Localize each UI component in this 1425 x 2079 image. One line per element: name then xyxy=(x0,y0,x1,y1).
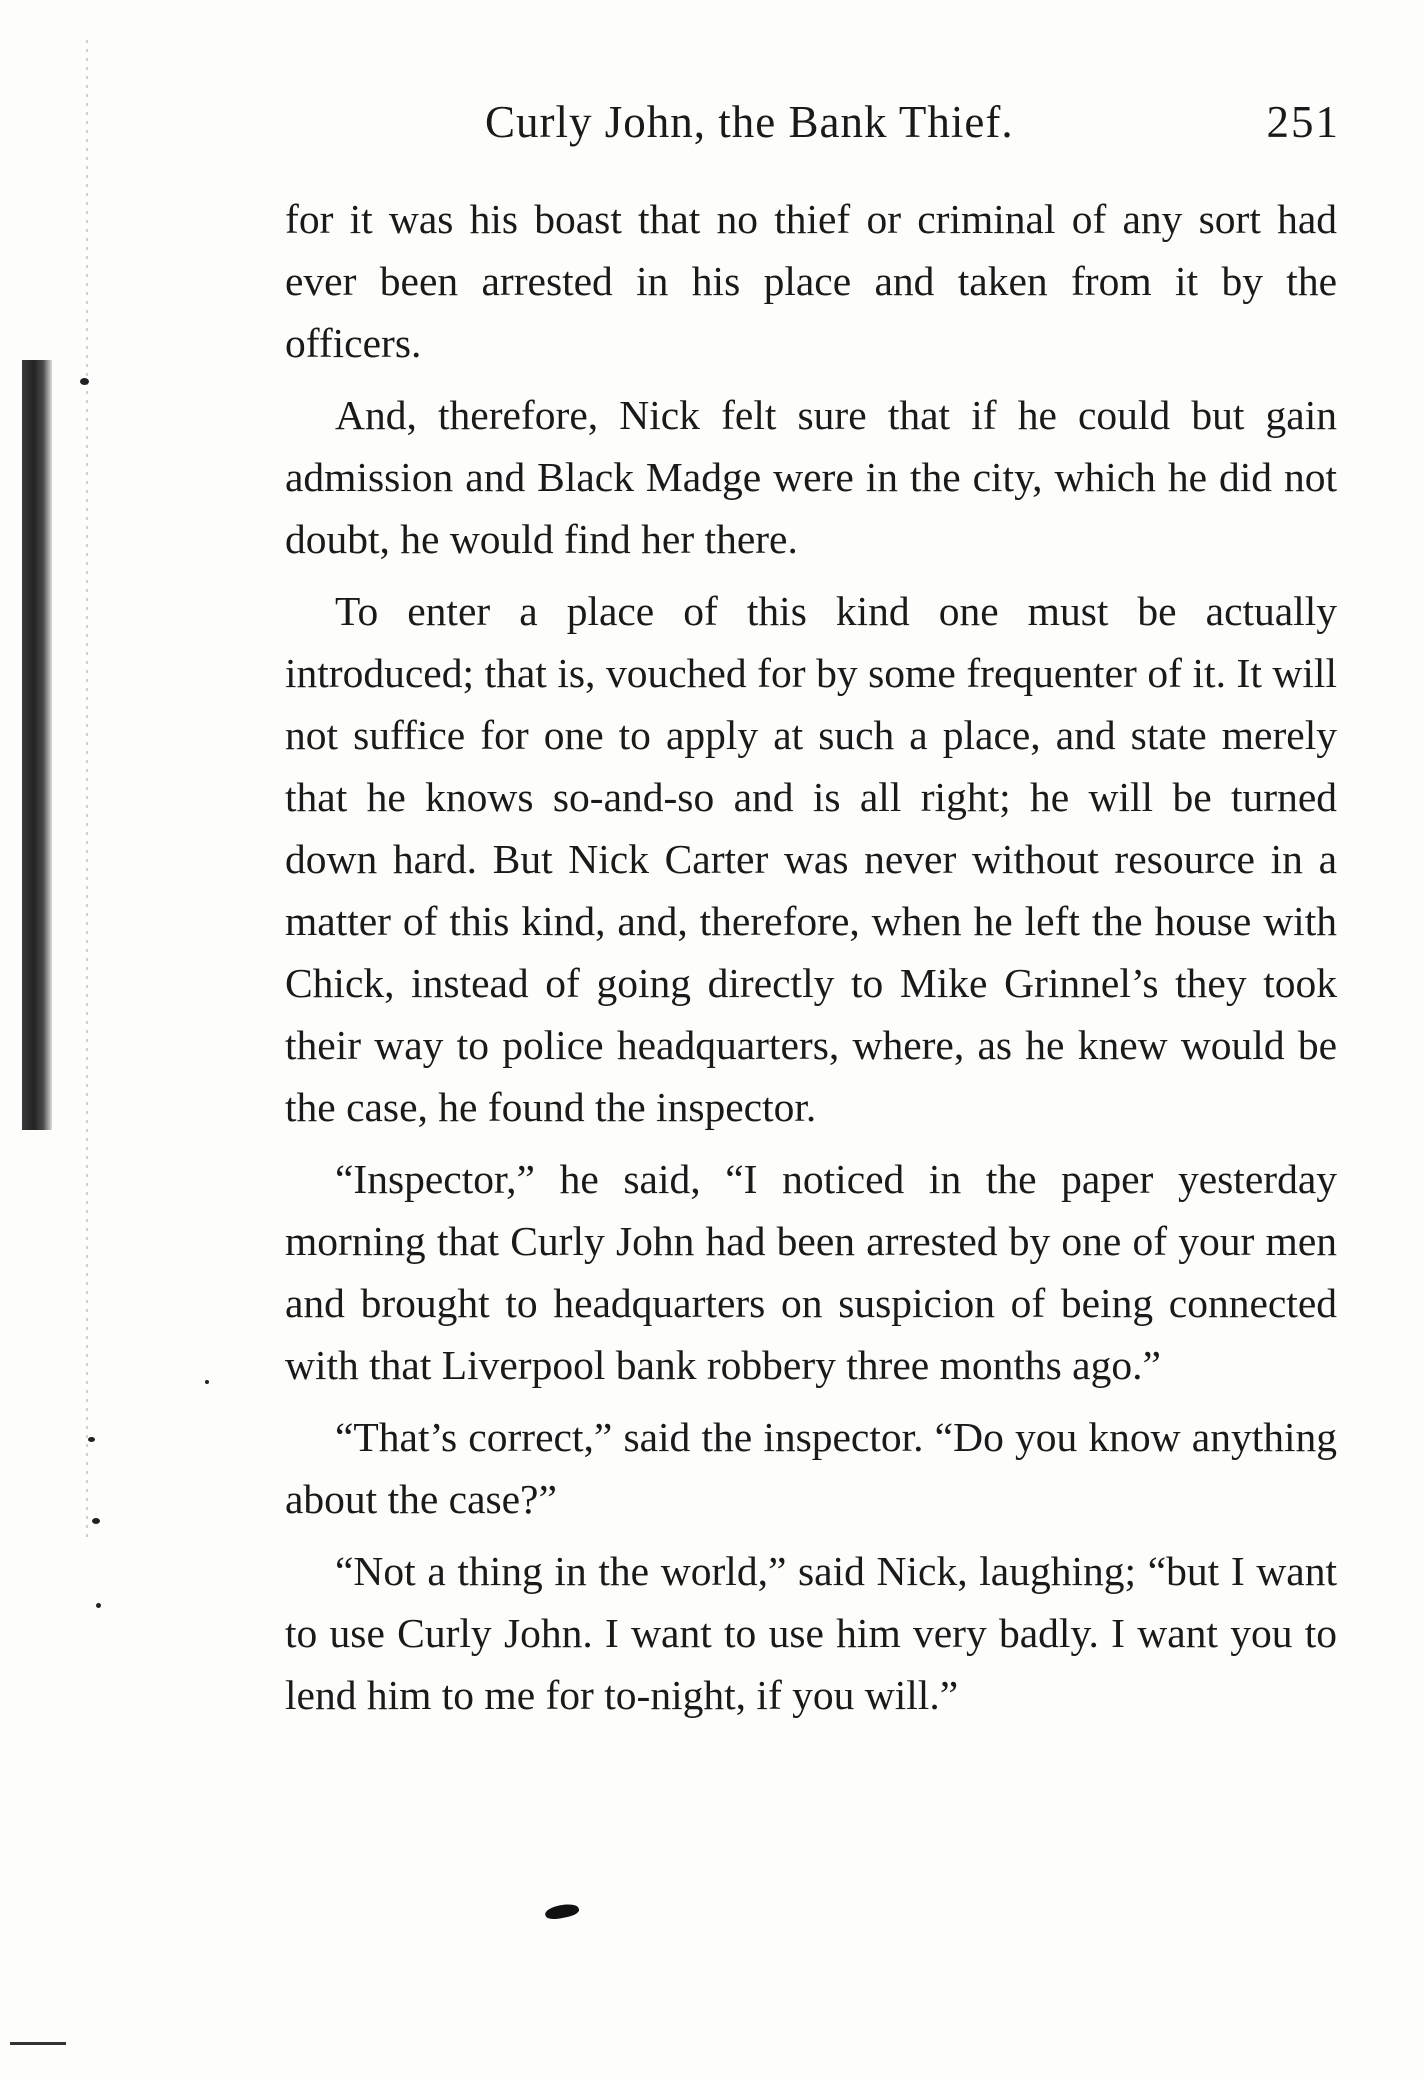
paragraph: To enter a place of this kind one must be actually introduced; that is, vouched for by some frequenter of it. It will not suffice for one to apply at such a place, and state merely that he knows so-and-so and is all right; he will be turned down hard. But Nick Carter was never without resource in a matter of this kind, and, therefore, when he left the house with Chick, instead of going directly to Mike Grinnel’s they took their way to police headquarters, where, as he knew would be the case, he found the inspector. xyxy=(285,588,1337,1130)
paragraph: “Not a thing in the world,” said Nick, laughing; “but I want to use Curly John. I want to use him very badly. I want you to lend him to me for to-night, if you will.” xyxy=(285,1548,1337,1718)
page-header xyxy=(285,96,1340,156)
paragraph: “Inspector,” he said, “I noticed in the paper yesterday morning that Curly John had been arrested by one of your men and brought to headquarters on suspicion of being connected with that Liverpool bank robbery three months ago.” xyxy=(285,1156,1337,1388)
body-text xyxy=(285,188,1337,1736)
binding-edge-shadow xyxy=(22,360,52,1130)
running-title: Curly John, the Bank Thief. xyxy=(485,97,1014,147)
paragraph: “That’s correct,” said the inspector. “Do you know anything about the case?” xyxy=(285,1414,1337,1522)
page-number: 251 xyxy=(1266,97,1340,147)
scan-speck xyxy=(96,1603,101,1608)
scan-speck xyxy=(80,378,89,385)
margin-mark xyxy=(10,2042,66,2045)
scan-speck xyxy=(92,1518,100,1524)
page-fold-shadow xyxy=(86,40,88,1540)
paragraph: for it was his boast that no thief or criminal of any sort had ever been arrested in his place and taken from it by the officers. xyxy=(285,196,1337,366)
paragraph: And, therefore, Nick felt sure that if he could but gain admission and Black Madge were in the city, which he did not doubt, he would find her there. xyxy=(285,392,1337,562)
ink-blot xyxy=(544,1902,580,1922)
scan-speck xyxy=(205,1380,209,1384)
scan-speck xyxy=(88,1437,95,1442)
